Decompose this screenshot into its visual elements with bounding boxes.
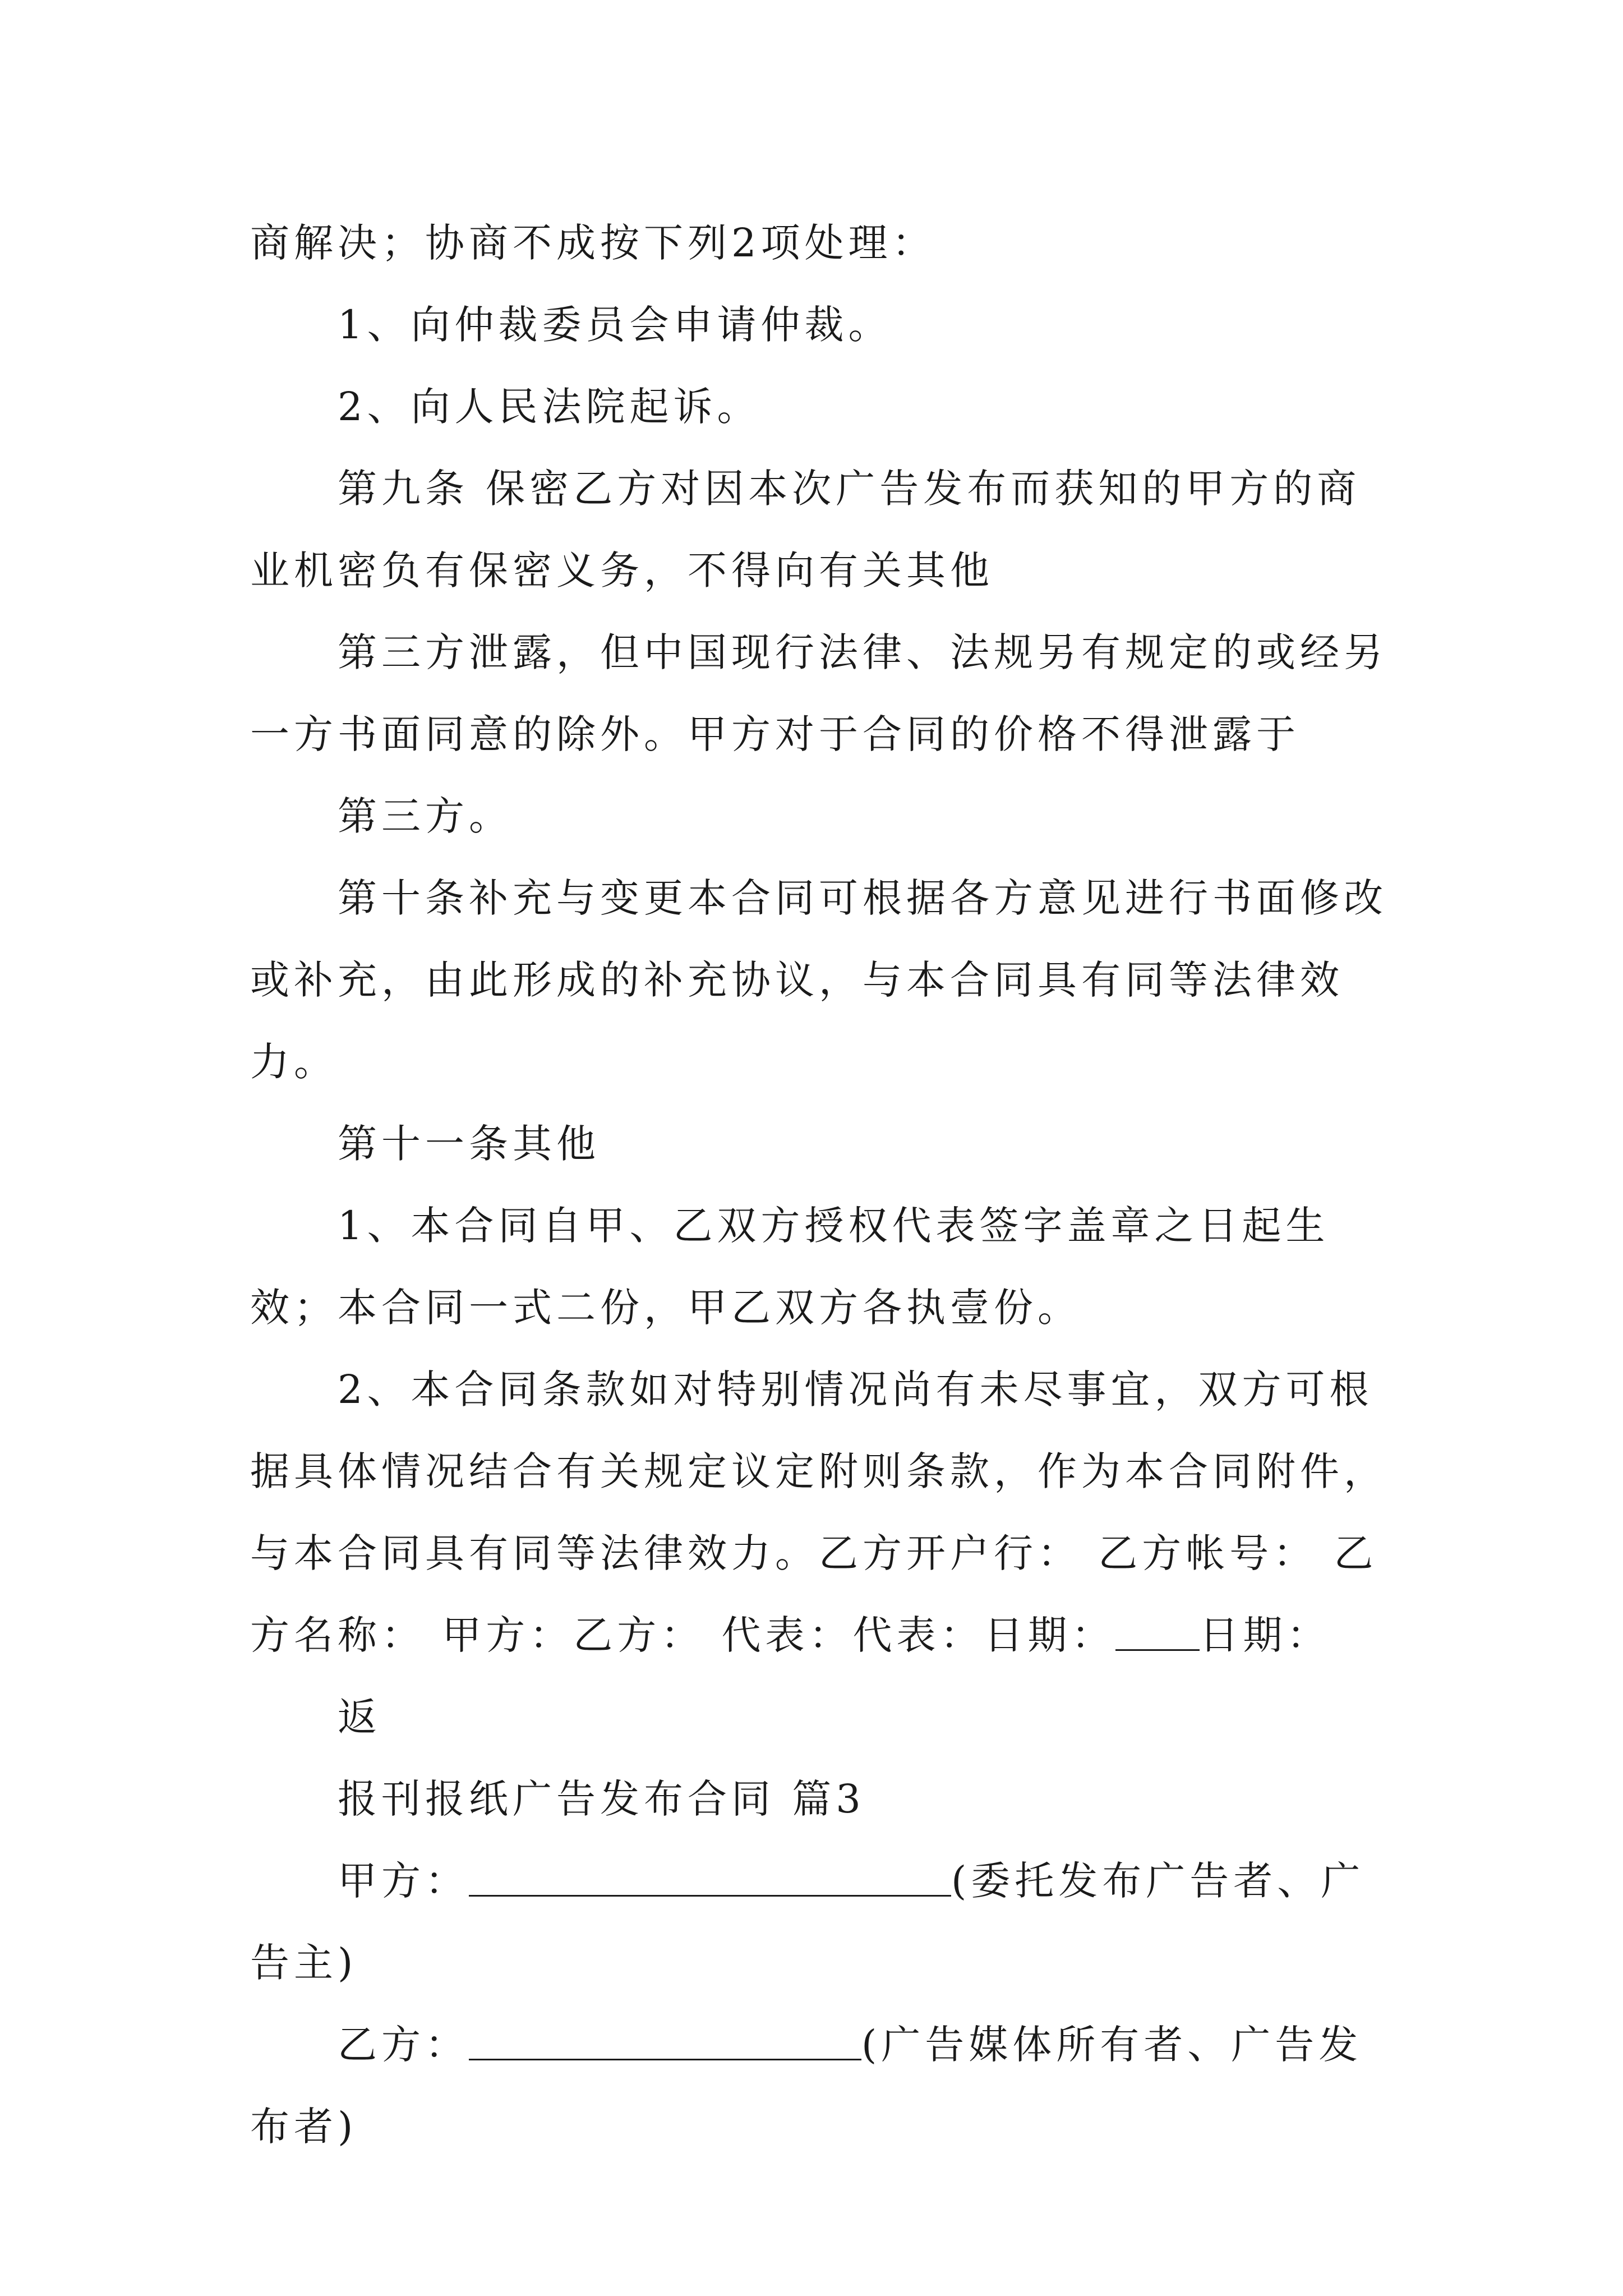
party-a-blank-line	[469, 1858, 951, 1897]
party-b-label: 乙方：	[338, 2022, 469, 2068]
date-blank-line	[1115, 1612, 1200, 1651]
paragraph-effective-date: 1、本合同自甲、乙双方授权代表签字盖章之日起生效；本合同一式二份，甲乙双方各执壹份。	[250, 1203, 1330, 1331]
party-a-description: (委托发布广告者、广告主)	[250, 1858, 1365, 1986]
paragraph-third-party-disclosure: 第三方泄露，但中国现行法律、法规另有规定的或经另一方书面同意的除外。甲方对于合同的价格不得泄露于	[250, 629, 1387, 757]
supplementary-terms-text: 2、本合同条款如对特别情况尚有未尽事宜，双方可根据具体情况结合有关规定议定附则条款，作为本合同附件，与本合同具有同等法律效力。乙方开户行： 乙方帐号： 乙方名称： 甲方：乙方： 代表：代表：日期：	[250, 1366, 1387, 1658]
date-label: 日期：	[1199, 1612, 1331, 1658]
paragraph-supplementary-terms	[250, 1349, 1394, 1676]
paragraph-article-10: 第十条补充与变更本合同可根据各方意见进行书面修改或补充，由此形成的补充协议，与本合同具有同等法律效力。	[250, 875, 1387, 1085]
paragraph-party-b	[250, 2004, 1394, 2168]
paragraph-article-11-heading: 第十一条其他	[338, 1121, 600, 1167]
paragraph-return: 返	[338, 1694, 381, 1740]
party-b-description: (广告媒体所有者、广告发布者)	[250, 2022, 1363, 2150]
paragraph-article-9: 第九条 保密乙方对因本次广告发布而获知的甲方的商业机密负有保密义务，不得向有关其他	[250, 466, 1361, 593]
party-a-label: 甲方：	[338, 1858, 469, 1904]
paragraph-dispute-resolution: 商解决；协商不成按下列2项处理：	[250, 220, 936, 266]
document-page	[250, 202, 1394, 2168]
paragraph-lawsuit: 2、向人民法院起诉。	[338, 384, 761, 430]
paragraph-arbitration: 1、向仲裁委员会申请仲裁。	[338, 302, 892, 348]
paragraph-third-party: 第三方。	[338, 793, 513, 839]
party-b-blank-line	[469, 2022, 861, 2060]
contract-title: 报刊报纸广告发布合同 篇3	[338, 1776, 865, 1822]
paragraph-party-a	[250, 1840, 1394, 2004]
